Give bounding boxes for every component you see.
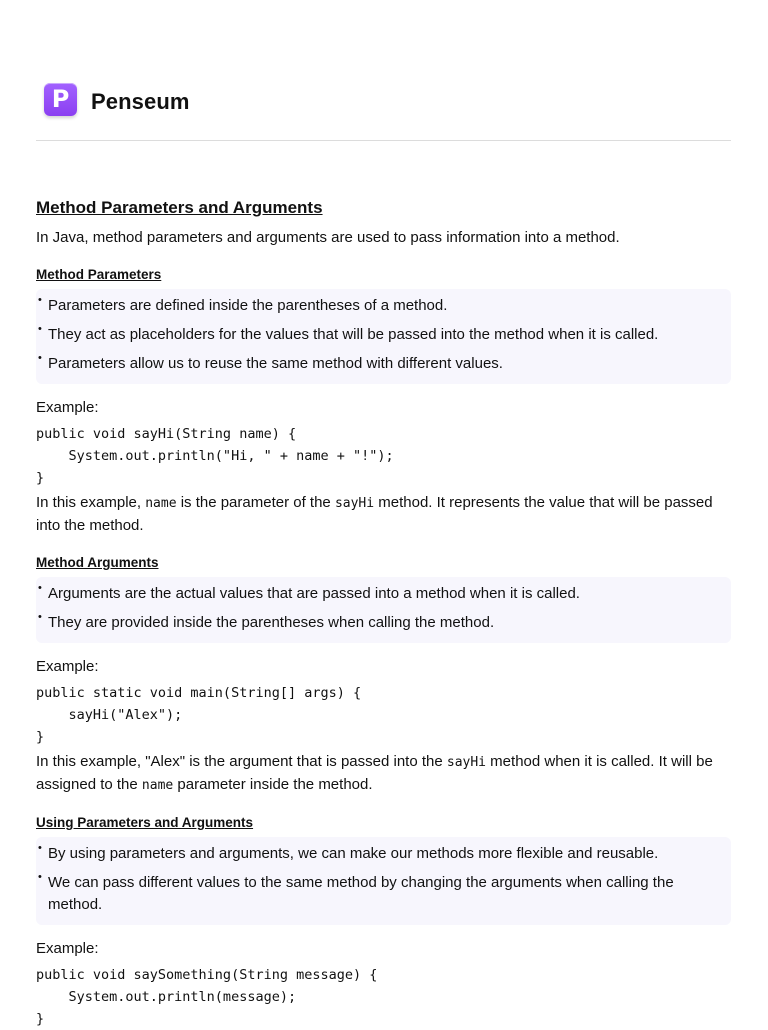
usage-bullet-list — [36, 837, 731, 925]
inline-code: sayHi — [334, 496, 375, 511]
inline-code: name — [141, 778, 174, 793]
lesson-title: Method Parameters and Arguments — [36, 198, 323, 217]
explain-text: method. It represents the value that will be passed into the method. — [36, 494, 713, 534]
inline-code: name — [145, 496, 177, 511]
inline-code: sayHi — [446, 755, 487, 770]
list-item: • Arguments are the actual values that are passed into a method when it is called. — [36, 583, 731, 605]
lesson-intro: In Java, method parameters and arguments are used to pass information into a method. — [36, 229, 620, 246]
code-block-saysomething: public void saySomething(String message) { System.out.println(message); } — [36, 967, 378, 1027]
explain-text: is the parameter of the — [176, 494, 335, 511]
explain-text: method when it is called. It will be assigned to the — [36, 753, 713, 793]
list-item: • Parameters are defined inside the parentheses of a method. — [36, 295, 731, 317]
brand-name[interactable]: Penseum — [91, 89, 190, 114]
code-block-main: public static void main(String[] args) { sayHi("Alex"); } — [36, 685, 362, 745]
lesson-content — [36, 197, 736, 1027]
arguments-bullet-list — [36, 577, 731, 643]
parameters-explanation — [36, 492, 736, 537]
list-item: • Parameters allow us to reuse the same method with different values. — [36, 353, 731, 375]
list-item: • They act as placeholders for the values that will be passed into the method when it is called. — [36, 324, 731, 346]
section-heading-using-parameters: Using Parameters and Arguments — [36, 815, 254, 830]
explain-text: In this example, — [36, 494, 146, 511]
example-label: Example: — [36, 399, 99, 416]
list-item: • By using parameters and arguments, we can make our methods more flexible and reusable. — [36, 843, 731, 865]
list-item: • We can pass different values to the same method by changing the arguments when calling the method. — [36, 872, 731, 916]
arguments-explanation — [36, 751, 736, 797]
parameters-bullet-list — [36, 289, 731, 384]
explain-text: parameter inside the method. — [173, 776, 373, 793]
code-block-sayhi: public void sayHi(String name) { System.out.println("Hi, " + name + "!"); } — [36, 426, 394, 486]
explain-text: In this example, "Alex" is the argument that is passed into the — [36, 753, 447, 770]
list-item: • They are provided inside the parentheses when calling the method. — [36, 612, 731, 634]
app-header — [36, 82, 731, 141]
penseum-logo-icon[interactable]: P — [44, 83, 77, 116]
example-label: Example: — [36, 940, 99, 957]
example-label: Example: — [36, 658, 99, 675]
section-heading-method-arguments: Method Arguments — [36, 555, 159, 570]
section-heading-method-parameters: Method Parameters — [36, 267, 162, 282]
